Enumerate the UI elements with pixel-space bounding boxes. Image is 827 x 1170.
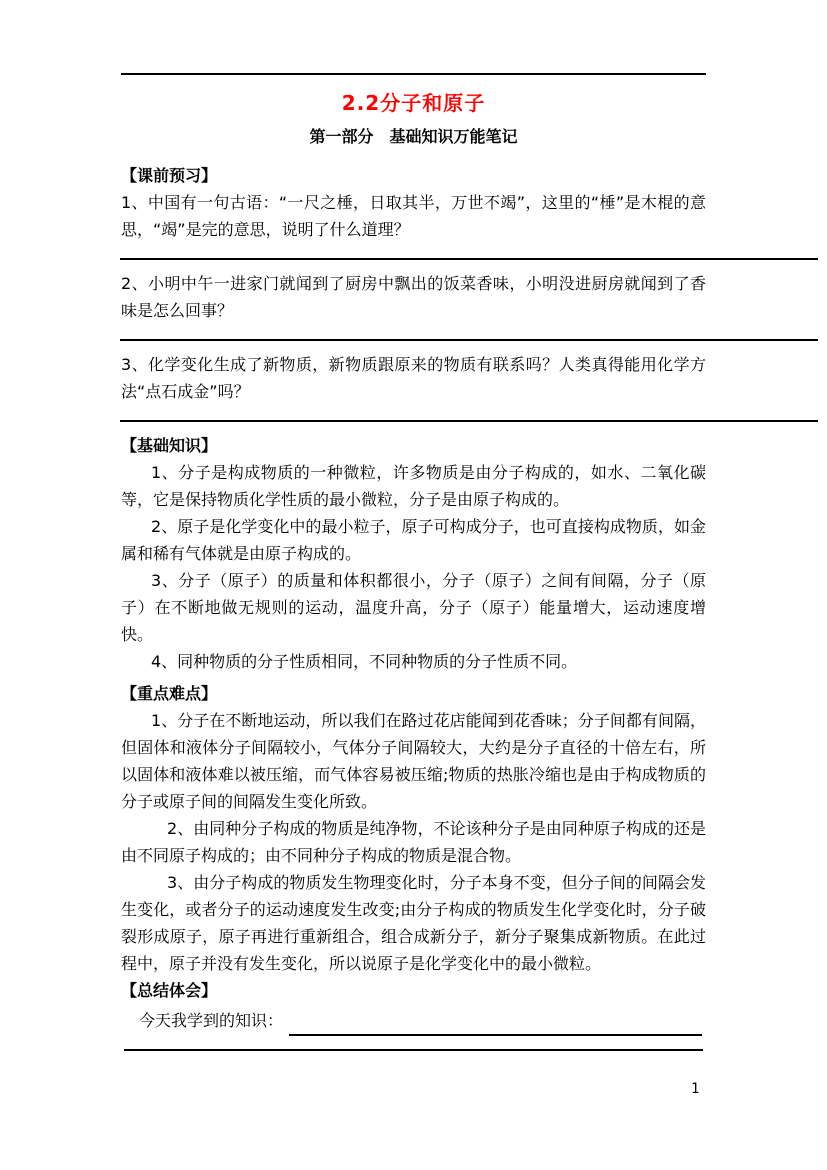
- basics-paragraph-2: 2、原子是化学变化中的最小粒子，原子可构成分子，也可直接构成物质，如金属和稀有气体就是由原子构成的。: [121, 517, 706, 563]
- section-preview: [121, 162, 706, 422]
- summary-prompt-row: [139, 1006, 702, 1036]
- page-subtitle: 第一部分 基础知识万能笔记: [309, 127, 518, 146]
- header-rule: [121, 73, 706, 75]
- key-points-paragraph-1: 1、分子在不断地运动，所以我们在路过花店能闻到花香味；分子间都有间隔，但固体和液体分子间隔较小，气体分子间隔较大，大约是分子直径的十倍左右，所以固体和液体难以被压缩，而气体容易被压缩;物质的热胀冷缩也是由于构成物质的分子或原子间的间隔发生变化所致。: [121, 711, 706, 811]
- preview-question-1: 1、中国有一句古语：“一尺之棰，日取其半，万世不竭”，这里的“棰”是木棍的意思，“竭”是完的意思，说明了什么道理？: [121, 193, 706, 239]
- key-points-paragraph-2: 2、由同种分子构成的物质是纯净物，不论该种分子是由同种原子构成的还是由不同原子构成的；由不同种分子构成的物质是混合物。: [121, 819, 706, 865]
- section-summary: [121, 977, 706, 1051]
- section-basics: [121, 432, 706, 675]
- summary-fill-in-line: [289, 1010, 702, 1036]
- section-heading-preview: 【课前预习】: [121, 166, 218, 185]
- preview-question-3: 3、化学变化生成了新物质，新物质跟原来的物质有联系吗？人类真得能用化学方法“点石成金”吗？: [121, 355, 706, 401]
- basics-paragraph-1: 1、分子是构成物质的一种微粒，许多物质是由分子构成的，如水、二氧化碳等，它是保持物质化学性质的最小微粒，分子是由原子构成的。: [121, 463, 706, 509]
- section-heading-summary: 【总结体会】: [121, 981, 218, 1000]
- preview-question-2: 2、小明中午一进家门就闻到了厨房中飘出的饭菜香味，小明没进厨房就闻到了香味是怎么回事？: [121, 274, 706, 320]
- key-points-paragraph-3: 3、由分子构成的物质发生物理变化时，分子本身不变，但分子间的间隔会发生变化，或者分子的运动速度发生改变;由分子构成的物质发生化学变化时，分子破裂形成原子，原子再进行重新组合，组合成新分子，新分子聚集成新物质。在此过程中，原子并没有发生变化，所以说原子是化学变化中的最小微粒。: [121, 873, 706, 973]
- answer-blank-line-2: [120, 324, 818, 341]
- basics-paragraph-3: 3、分子（原子）的质量和体积都很小，分子（原子）之间有间隔，分子（原子）在不断地做无规则的运动，温度升高，分子（原子）能量增大，运动速度增快。: [121, 571, 706, 644]
- section-key-points: [121, 680, 706, 977]
- summary-blank-line: [124, 1049, 703, 1051]
- document-content: [121, 0, 706, 1051]
- answer-blank-line-1: [120, 243, 818, 260]
- section-heading-key-points: 【重点难点】: [121, 684, 218, 703]
- summary-prompt-label: 今天我学到的知识：: [139, 1011, 284, 1030]
- basics-paragraph-4: 4、同种物质的分子性质相同，不同种物质的分子性质不同。: [151, 652, 578, 671]
- answer-blank-line-3: [120, 405, 818, 422]
- page-title: 2.2分子和原子: [341, 91, 486, 115]
- section-heading-basics: 【基础知识】: [121, 436, 218, 455]
- page-number: 1: [691, 1081, 700, 1097]
